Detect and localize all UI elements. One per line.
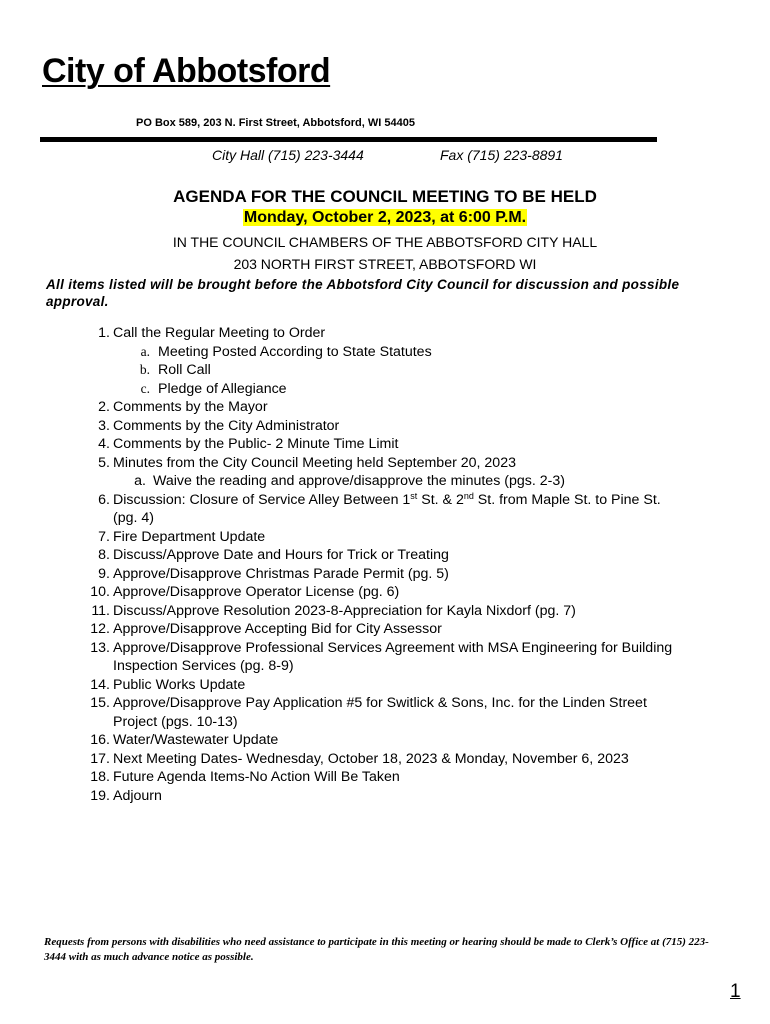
- agenda-subitem: a. Meeting Posted According to State Statutes: [140, 343, 432, 360]
- city-hall-phone: City Hall (715) 223-3444: [212, 147, 364, 163]
- meeting-date-line: [0, 209, 770, 227]
- agenda-item: 10. Approve/Disapprove Operator License (pg. 6): [90, 584, 400, 600]
- meeting-address: 203 NORTH FIRST STREET, ABBOTSFORD WI: [233, 256, 537, 272]
- fax-number: Fax (715) 223-8891: [440, 147, 563, 163]
- meeting-location: IN THE COUNCIL CHAMBERS OF THE ABBOTSFORD CITY HALL: [172, 234, 598, 250]
- agenda-item: 15. Approve/Disapprove Pay Application #5 for Switlick & Sons, Inc. for the Linden Street: [90, 695, 647, 711]
- agenda-item: 4. Comments by the Public- 2 Minute Time Limit: [98, 436, 399, 452]
- agenda-item: 5. Minutes from the City Council Meeting held September 20, 2023: [98, 454, 516, 471]
- agenda-subitem: a. Waive the reading and approve/disapprove the minutes (pgs. 2-3): [134, 473, 565, 489]
- page-number: 1: [730, 981, 741, 1002]
- meeting-date: Monday, October 2, 2023, at 6:00 P.M.: [243, 209, 527, 226]
- agenda-item: 2. Comments by the Mayor: [98, 399, 268, 415]
- agenda-item: 7. Fire Department Update: [98, 528, 266, 545]
- agenda-subitem: b. Roll Call: [139, 362, 211, 378]
- mailing-address: PO Box 589, 203 N. First Street, Abbotsford, WI 54405: [136, 117, 415, 129]
- agenda-item: 12. Approve/Disapprove Accepting Bid for City Assessor: [90, 621, 442, 637]
- agenda-subitem: c. Pledge of Allegiance: [140, 380, 287, 397]
- agenda-list: [0, 324, 770, 805]
- agenda-item: 16. Water/Wastewater Update: [90, 732, 279, 748]
- agenda-item: 6. Discussion: Closure of Service Alley Between 1st St. & 2nd St. from Maple St. to Pine St.: [98, 490, 661, 508]
- agenda-item: 18. Future Agenda Items-No Action Will Be Taken: [90, 769, 400, 785]
- agenda-item: 3. Comments by the City Administrator: [98, 417, 340, 434]
- agenda-heading: AGENDA FOR THE COUNCIL MEETING TO BE HELD: [173, 187, 597, 206]
- agenda-item: 13. Approve/Disapprove Professional Services Agreement with MSA Engineering for Building: [90, 639, 673, 656]
- agenda-item: 11. Discuss/Approve Resolution 2023-8-Appreciation for Kayla Nixdorf (pg. 7): [91, 602, 576, 619]
- approval-notice: All items listed will be brought before the Abbotsford City Council for discussion and possible approval.: [46, 277, 680, 309]
- agenda-item: 17. Next Meeting Dates- Wednesday, October 18, 2023 & Monday, November 6, 2023: [90, 750, 629, 767]
- page-title: City of Abbotsford: [42, 52, 331, 90]
- agenda-item-continuation: Project (pgs. 10-13): [113, 713, 238, 730]
- agenda-item: 1. Call the Regular Meeting to Order: [98, 325, 326, 341]
- agenda-item: 8. Discuss/Approve Date and Hours for Trick or Treating: [98, 547, 449, 563]
- agenda-item-continuation: (pg. 4): [113, 510, 155, 526]
- accessibility-notice: Requests from persons with disabilities who need assistance to participate in this meeting or hearing should be made to Clerk’s Office at (715) 223-3444 with as much advance notice as possible.: [44, 936, 709, 963]
- header-divider: [40, 137, 657, 142]
- agenda-item-continuation: Inspection Services (pg. 8-9): [113, 658, 294, 674]
- agenda-item: 14. Public Works Update: [90, 676, 246, 693]
- agenda-item: 9. Approve/Disapprove Christmas Parade Permit (pg. 5): [98, 565, 449, 582]
- agenda-item: 19. Adjourn: [90, 787, 162, 804]
